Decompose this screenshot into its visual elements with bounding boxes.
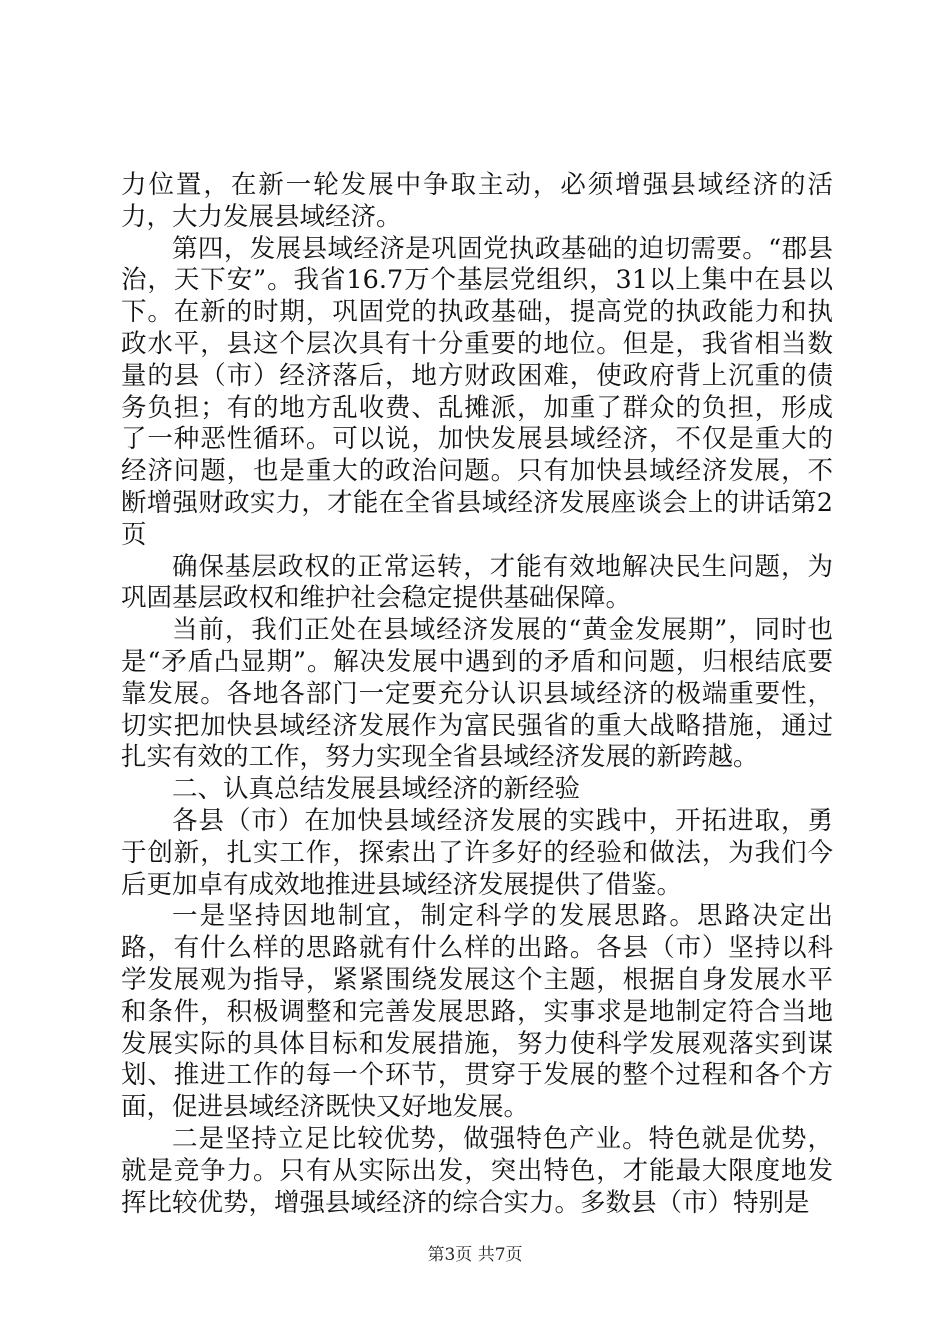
paragraph-3: 确保基层政权的正常运转，才能有效地解决民生问题，为巩固基层政权和维护社会稳定提供基础保障。 [121, 551, 833, 614]
paragraph-2: 第四，发展县域经济是巩固党执政基础的迫切需要。“郡县治，天下安”。我省16.7万个基层党组织，31以上集中在县以下。在新的时期，巩固党的执政基础，提高党的执政能力和执政水平，县这个层次具有十分重要的地位。但是，我省相当数量的县（市）经济落后，地方财政困难，使政府背上沉重的债务负担；有的地方乱收费、乱摊派，加重了群众的负担，形成了一种恶性循环。可以说，加快发展县域经济，不仅是重大的经济问题，也是重大的政治问题。只有加快县域经济发展，不断增强财政实力，才能在全省县域经济发展座谈会上的讲话第2页 [121, 233, 833, 550]
paragraph-5: 各县（市）在加快县域经济发展的实践中，开拓进取，勇于创新，扎实工作，探索出了许多好的经验和做法，为我们今后更加卓有成效地推进县域经济发展提供了借鉴。 [121, 805, 833, 900]
document-body [121, 170, 833, 1219]
paragraph-6: 一是坚持因地制宜，制定科学的发展思路。思路决定出路，有什么样的思路就有什么样的出路。各县（市）坚持以科学发展观为指导，紧紧围绕发展这个主题，根据自身发展水平和条件，积极调整和完善发展思路，实事求是地制定符合当地发展实际的具体目标和发展措施，努力使科学发展观落实到谋划、推进工作的每一个环节，贯穿于发展的整个过程和各个方面，促进县域经济既快又好地发展。 [121, 901, 833, 1123]
paragraph-1: 力位置，在新一轮发展中争取主动，必须增强县域经济的活力，大力发展县域经济。 [121, 170, 833, 232]
paragraph-7: 二是坚持立足比较优势，做强特色产业。特色就是优势，就是竞争力。只有从实际出发，突出特色，才能最大限度地发挥比较优势，增强县域经济的综合实力。多数县（市）特别是 [121, 1123, 833, 1218]
section-heading: 二、认真总结发展县域经济的新经验 [172, 774, 581, 805]
paragraph-4: 当前，我们正处在县域经济发展的“黄金发展期”，同时也是“矛盾凸显期”。解决发展中遇到的矛盾和问题，归根结底要靠发展。各地各部门一定要充分认识县域经济的极端重要性，切实把加快县域经济发展作为富民强省的重大战略措施，通过扎实有效的工作，努力实现全省县域经济发展的新跨越。 [121, 615, 833, 773]
page-number-footer: 第3页 共7页 [427, 1245, 523, 1265]
